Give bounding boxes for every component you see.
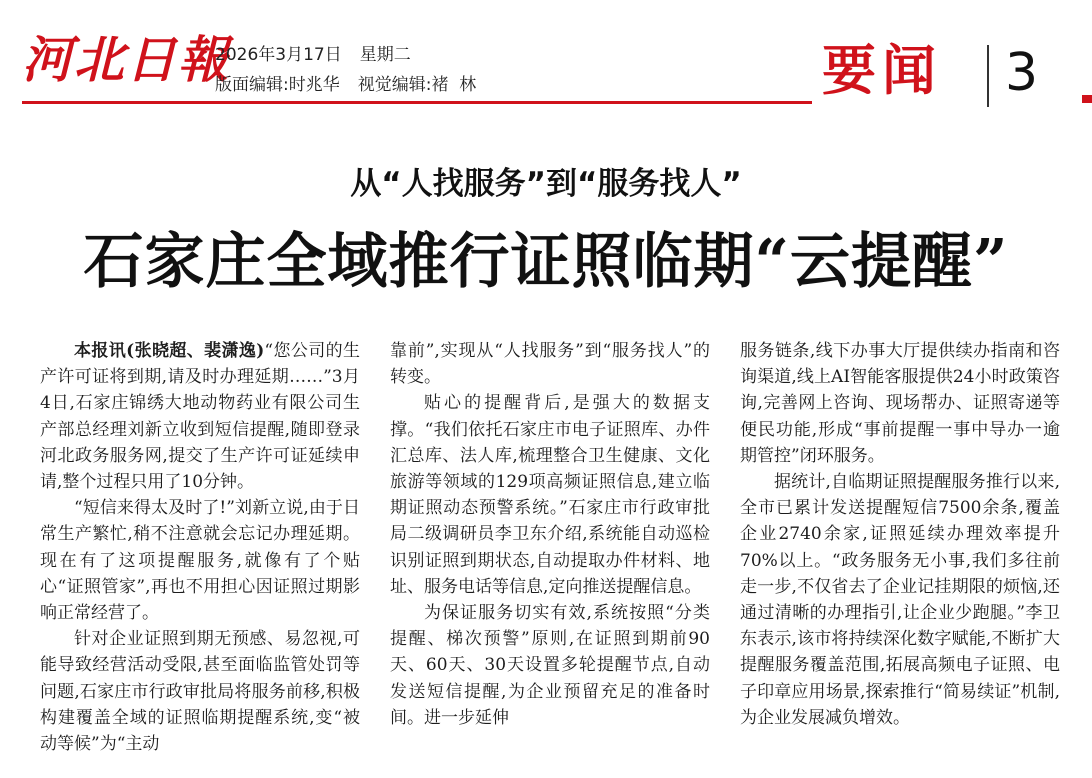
section-divider xyxy=(987,45,989,107)
editors-row xyxy=(215,70,476,100)
article-paragraph: 为保证服务切实有效,系统按照“分类提醒、梯次预警”原则,在证照到期前90天、60天、30天设置多轮提醒节点,自动发送短信提醒,为企业预留充足的准备时间。进一步延伸 xyxy=(390,603,710,728)
article-paragraph: 服务链条,线下办事大厅提供续办指南和咨询渠道,线上AI智能客服提供24小时政策咨询,完善网上咨询、现场帮办、证照寄递等便民功能,形成“事前提醒一事中导办一逾期管控”闭环服务。 xyxy=(740,341,1060,466)
page-number: 3 xyxy=(1005,43,1039,103)
article-paragraph: 靠前”,实现从“人找服务”到“服务找人”的转变。 xyxy=(390,341,710,388)
issue-date: 2026年3月17日 xyxy=(215,45,342,65)
article-column-2 xyxy=(390,338,710,731)
article-headline: 石家庄全域推行证照临期“云提醒” xyxy=(83,227,1009,297)
edge-mark xyxy=(1082,95,1092,103)
date-row xyxy=(215,40,476,70)
section-title: 要闻 xyxy=(822,38,942,102)
article-column-1 xyxy=(40,338,360,757)
newspaper-logo: 河北日報 xyxy=(22,30,230,89)
article-column-3 xyxy=(740,338,1060,731)
article-paragraph: 本报讯(张晓超、裴潇逸)“您公司的生产许可证将到期,请及时办理延期……”3月4日,石家庄锦绣大地动物药业有限公司生产部总经理刘新立收到短信提醒,随即登录河北政务服务网,提交了生产许可证延续申请,整个过程只用了10分钟。 xyxy=(40,341,360,493)
masthead-rule xyxy=(22,101,812,104)
masthead xyxy=(0,0,1092,110)
layout-editor: 版面编辑:时兆华 xyxy=(215,75,340,95)
article-paragraph: “短信来得太及时了!”刘新立说,由于日常生产繁忙,稍不注意就会忘记办理延期。现在有了这项提醒服务,就像有了个贴心“证照管家”,再也不用担心因证照过期影响正常经营了。 xyxy=(40,498,360,624)
issue-weekday: 星期二 xyxy=(359,45,411,65)
article-paragraph: 贴心的提醒背后,是强大的数据支撑。“我们依托石家庄市电子证照库、办件汇总库、法人库,梳理整合卫生健康、文化旅游等领域的129项高频证照信息,建立临期证照动态预警系统。”石家庄市行政审批局二级调研员李卫东介绍,系统能自动巡检识别证照到期状态,自动提取办件材料、地址、服务电话等信息,定向推送提醒信息。 xyxy=(390,393,710,597)
article-paragraph: 据统计,自临期证照提醒服务推行以来,全市已累计发送提醒短信7500余条,覆盖企业2740余家,证照延续办理效率提升70%以上。“政务服务无小事,我们多往前走一步,不仅省去了企业记挂期限的烦恼,还通过清晰的办理指引,让企业少跑腿。”李卫东表示,该市将持续深化数字赋能,不断扩大提醒服务覆盖范围,拓展高频电子证照、电子印章应用场景,探索推行“简易续证”机制,为企业发展减负增效。 xyxy=(740,472,1060,728)
article-paragraph: 针对企业证照到期无预感、易忽视,可能导致经营活动受限,甚至面临监管处罚等问题,石家庄市行政审批局将服务前移,积极构建覆盖全域的证照临期提醒系统,变“被动等候”为“主动 xyxy=(40,629,360,755)
article-dateline: 本报讯(张晓超、裴潇逸) xyxy=(74,341,265,361)
article-subheadline: 从“人找服务”到“服务找人” xyxy=(350,166,742,202)
issue-meta xyxy=(215,40,476,100)
visual-editor: 视觉编辑:褚 林 xyxy=(357,75,477,95)
